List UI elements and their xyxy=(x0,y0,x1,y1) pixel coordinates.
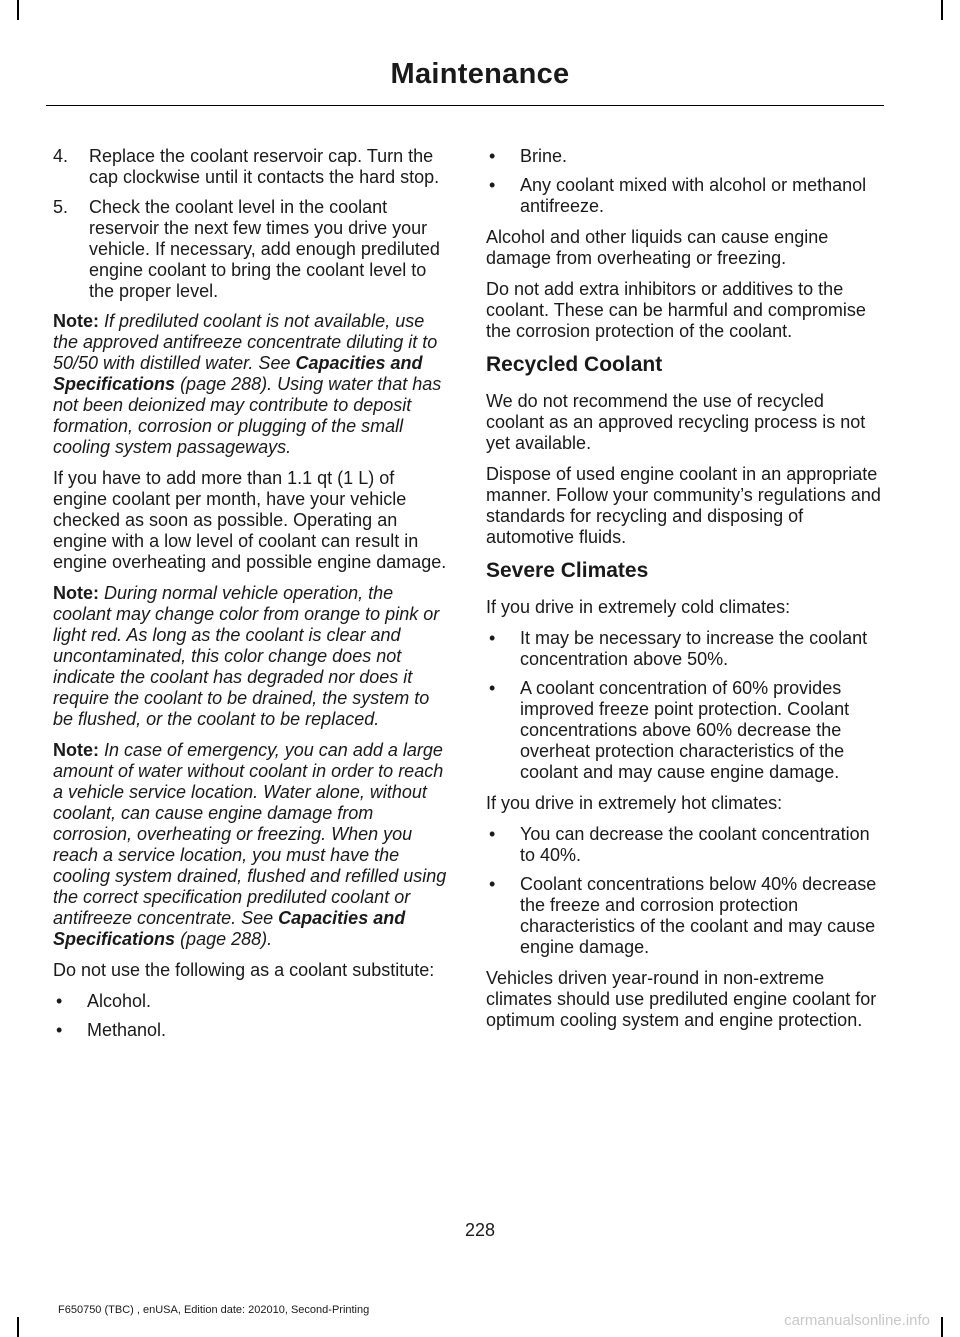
note-coolant-color xyxy=(53,583,448,730)
paragraph-liquids-damage: Alcohol and other liquids can cause engine damage from overheating or freezing. xyxy=(486,227,829,268)
section-heading-recycled-coolant: Recycled Coolant xyxy=(486,353,663,376)
note-emergency-water xyxy=(53,740,448,950)
crop-mark-top-right xyxy=(941,0,943,20)
capacities-link[interactable]: Capacities and Specifications xyxy=(53,353,423,394)
crop-mark-top-left xyxy=(17,0,19,20)
page-title: Maintenance xyxy=(390,58,570,90)
paragraph-substitutes: Do not use the following as a coolant substitute: xyxy=(53,960,435,980)
paragraph-cold-climates: If you drive in extremely cold climates: xyxy=(486,597,791,617)
note-prediluted-coolant xyxy=(53,311,448,458)
paragraph-recycled: We do not recommend the use of recycled coolant as an approved recycling process is not yet available. xyxy=(486,391,866,453)
cold-climate-list xyxy=(486,628,884,783)
paragraph-disposal: Dispose of used engine coolant in an appropriate manner. Follow your community’s regulations and standards for recycling and disposing of automotive fluids. xyxy=(486,464,881,547)
list-item: • Any coolant mixed with alcohol or methanol antifreeze. xyxy=(486,175,884,217)
paragraph-non-extreme: Vehicles driven year-round in non-extreme climates should use prediluted engine coolant for optimum cooling system and engine protection. xyxy=(486,968,877,1030)
note-text: During normal vehicle operation, the coolant may change color from orange to pink or light red. As long as the coolant is clear and uncontaminated, this color change does not indicate the coolant has degraded nor does it require the coolant to be drained, the system to be flushed, or the coolant to be replaced. xyxy=(53,583,440,729)
paragraph-hot-climates: If you drive in extremely hot climates: xyxy=(486,793,783,813)
list-item: • Brine. xyxy=(486,146,884,167)
list-item: • You can decrease the coolant concentration to 40%. xyxy=(486,824,884,866)
paragraph-inhibitors: Do not add extra inhibitors or additives to the coolant. These can be harmful and compromise the corrosion protection of the coolant. xyxy=(486,279,866,341)
list-item: • Alcohol. xyxy=(53,991,448,1012)
paragraph-coolant-consumption: If you have to add more than 1.1 qt (1 L) of engine coolant per month, have your vehicle checked as soon as possible. Operating an engine with a low level of coolant can result in engine overheating and possible engine damage. xyxy=(53,468,447,572)
substitute-list-continued xyxy=(486,146,884,217)
note-label: Note: xyxy=(53,311,99,331)
step-item xyxy=(53,146,448,188)
list-item: • It may be necessary to increase the coolant concentration above 50%. xyxy=(486,628,884,670)
step-number: 4. xyxy=(53,146,69,166)
watermark: carmanualsonline.info xyxy=(784,1312,930,1329)
section-heading-severe-climates: Severe Climates xyxy=(486,559,649,582)
edition-info: F650750 (TBC) , enUSA, Edition date: 202010, Second-Printing xyxy=(58,1304,370,1316)
step-text: Check the coolant level in the coolant reservoir the next few times you drive your vehicle. If necessary, add enough prediluted engine coolant to bring the coolant level to the proper level. xyxy=(89,197,440,301)
right-column xyxy=(486,146,884,1041)
crop-mark-bottom-left xyxy=(17,1317,19,1337)
note-label: Note: xyxy=(53,740,99,760)
list-item: • Coolant concentrations below 40% decrease the freeze and corrosion protection characteristics of the coolant and may cause engine damage. xyxy=(486,874,884,958)
page-reference: (page 288). xyxy=(180,374,273,394)
page-reference: (page 288). xyxy=(180,929,273,949)
page-number: 228 xyxy=(464,1220,496,1240)
note-text-continued: Using water that has not been deionized may contribute to deposit formation, corrosion or plugging of the small cooling system passageways. xyxy=(53,374,442,457)
substitute-list xyxy=(53,991,448,1041)
note-text: In case of emergency, you can add a large amount of water without coolant in order to reach a vehicle service location. Water alone, without coolant, can cause engine damage from corrosion, overheating or freezing. When you reach a service location, you must have the cooling system drained, flushed and refilled using the correct specification prediluted coolant or antifreeze concentrate. See xyxy=(53,740,447,928)
crop-mark-bottom-right xyxy=(941,1317,943,1337)
capacities-link[interactable]: Capacities and Specifications xyxy=(53,908,406,949)
left-column xyxy=(53,146,448,1051)
step-item xyxy=(53,197,448,302)
step-number: 5. xyxy=(53,197,69,217)
hot-climate-list xyxy=(486,824,884,958)
step-text: Replace the coolant reservoir cap. Turn the cap clockwise until it contacts the hard stop. xyxy=(89,146,440,187)
note-label: Note: xyxy=(53,583,99,603)
list-item: • Methanol. xyxy=(53,1020,448,1041)
procedure-steps xyxy=(53,146,448,302)
list-item: • A coolant concentration of 60% provides improved freeze point protection. Coolant concentrations above 60% decrease the overheat protection characteristics of the coolant and may cause engine damage. xyxy=(486,678,884,783)
header-divider xyxy=(46,105,884,106)
note-text: If prediluted coolant is not available, use the approved antifreeze concentrate diluting it to 50/50 with distilled water. See xyxy=(53,311,438,373)
